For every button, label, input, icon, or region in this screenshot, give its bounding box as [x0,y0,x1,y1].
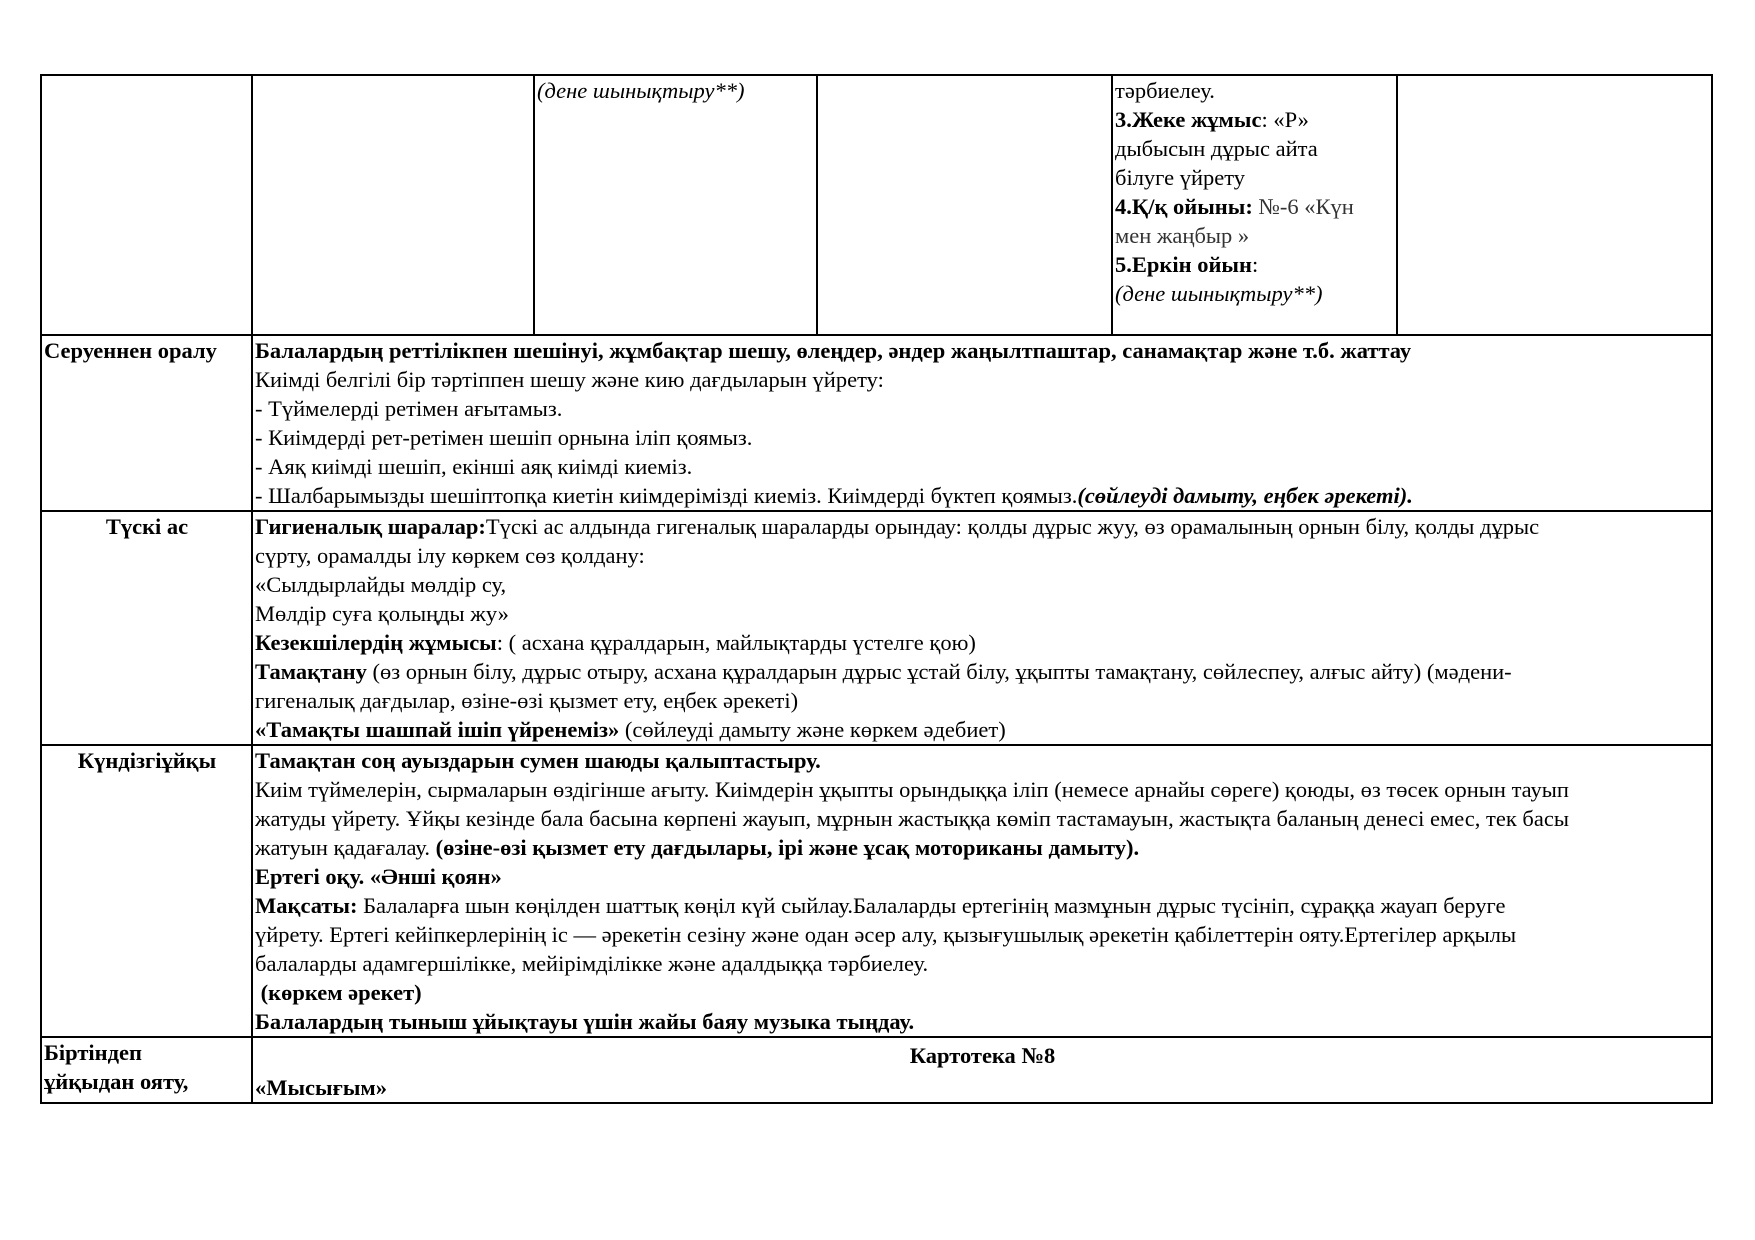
wake-card-title: Картотека №8 [909,1043,1056,1068]
nap-text-b: жатуды үйрету. Ұйқы кезінде бала басына көрпені жауып, мұрнын жастыққа көміп тастамауын, жастықта баланың денесі емес, тек басы [255,806,1569,831]
nap-aim-text-b: үйрету. Ертегі кейіпкерлерінің іс — әрекетін сезіну және одан әсер алу, қызығушылық әрекетін қабілеттерін ояту.Ертегілер арқылы [255,922,1517,947]
cell-lunch-content [252,511,1712,745]
lunch-hygiene-text-b: сүрту, орамалды ілу көркем сөз қолдану: [255,543,645,568]
cell-activity-col3 [534,75,817,335]
col5-item4-label: 4.Қ/қ ойыны: [1115,194,1253,219]
row-label-nap: Күндізгіұйқы [41,745,252,1037]
lunch-eating-label: Тамақтану [255,659,367,684]
lunch-eating2-label: «Тамақты шашпай ішіп үйренеміз» [255,717,620,742]
wake-game-title: «Мысығым» [255,1075,387,1100]
cell-empty-6 [1397,75,1712,335]
lunch-hygiene-text-a: Түскі ас алдында гигеналық шараларды орындау: қолды дұрыс жуу, өз орамалының орнын білу, қолды дұрыс [485,514,1540,539]
lunch-poem-line2: Мөлдір суға қолыңды жу» [255,601,509,626]
daily-plan-table [40,74,1713,1104]
nap-music: Балалардың тыныш ұйықтауы үшін жайы баяу музыка тыңдау. [255,1009,915,1034]
nap-aim-text-a: Балаларға шын көңілден шаттық көңіл күй сыйлау.Балаларды ертегінің мазмұнын дұрыс түсініп, сұраққа жауап беруге [357,893,1506,918]
nap-aim-text-c: балаларды адамгершілікке, мейірімділікке және адалдыққа тәрбиелеу. [255,951,929,976]
lunch-eating-text-b: гигеналық дағдылар, өзіне-өзі қызмет ету, еңбек әрекеті) [255,688,799,713]
return-walk-line3: - Киімдерді рет-ретімен шешіп орнына іліп қоямыз. [255,425,753,450]
col5-item3-text-b: дыбысын дұрыс айта [1115,136,1318,161]
col5-item3-label: 3.Жеке жұмыс [1115,107,1262,132]
nap-aim-label: Мақсаты: [255,893,358,918]
lunch-duty-label: Кезекшілердің жұмысы [255,630,497,655]
lunch-poem-line1: «Сылдырлайды мөлдір су, [255,572,507,597]
col5-item4-text-b: мен жаңбыр » [1115,223,1250,248]
cell-return-walk-content [252,335,1712,511]
table-row-activities-continued [41,75,1712,335]
return-walk-heading: Балалардың реттілікпен шешінуі, жұмбақтар шешу, өлеңдер, әндер жаңылтпаштар, санамақтар және т.б. жаттау [255,338,1412,363]
cell-activity-col5 [1112,75,1397,335]
wake-label-b: ұйқыдан ояту, [44,1069,189,1094]
table-row-lunch [41,511,1712,745]
return-walk-line2: - Түймелерді ретімен ағытамыз. [255,396,563,421]
row-label-wake-up [41,1037,252,1103]
table-row-nap [41,745,1712,1037]
cell-nap-content [252,745,1712,1037]
nap-heading: Тамақтан соң ауыздарын сумен шаюды қалыптастыру. [255,748,821,773]
row-label-return-walk: Серуеннен оралу [41,335,252,511]
col5-item5-colon: : [1251,252,1259,277]
table-row-return-walk [41,335,1712,511]
cell-empty-1 [41,75,252,335]
col5-item4-text-a: №-6 «Күн [1252,194,1354,219]
cell-empty-4 [817,75,1112,335]
cell-wake-up-content [252,1037,1712,1103]
lunch-hygiene-label: Гигиеналық шаралар: [255,514,486,539]
col5-item5-text: (дене шынықтыру**) [1115,281,1323,306]
col5-item3-text-c: білуге үйрету [1115,165,1246,190]
lunch-duty-text: : ( асхана құралдарын, майлықтарды үстелге қою) [496,630,976,655]
lunch-eating-text-a: (өз орнын білу, дұрыс отыру, асхана құралдарын дұрыс ұстай білу, ұқыпты тамақтану, сөйлеспеу, алғыс айту) (мәдени- [366,659,1512,684]
col5-line1: тәрбиелеу. [1115,78,1215,103]
nap-story-title: Ертегі оқу. «Әнші қоян» [255,864,502,889]
return-walk-line1: Киімді белгілі бір тәртіппен шешу және кию дағдыларын үйрету: [255,367,884,392]
wake-label-a: Біртіндеп [44,1040,142,1065]
table-row-wake-up [41,1037,1712,1103]
col3-note: (дене шынықтыру**) [537,78,745,103]
nap-text-c: жатуын қадағалау. [255,835,430,860]
col5-item5-label: 5.Еркін ойын [1115,252,1252,277]
return-walk-line5: - Шалбарымызды шешіптопқа киетін киімдерімізді киеміз. Киімдерді бүктеп қоямыз. [255,483,1078,508]
nap-text-a: Киім түймелерін, сырмаларын өздігінше ағыту. Киімдерін ұқыпты орындыққа іліп (немесе арнайы сөреге) қоюды, өз төсек орнын тауып [255,777,1569,802]
return-walk-line5-note: (сөйлеуді дамыту, еңбек әрекеті). [1077,483,1413,508]
nap-text-c-note: (өзіне-өзі қызмет ету дағдылары, ірі және ұсақ моториканы дамыту). [429,835,1140,860]
lunch-eating2-text: (сөйлеуді дамыту және көркем әдебиет) [619,717,1006,742]
nap-activity: (көркем әрекет) [255,980,422,1005]
cell-empty-2 [252,75,534,335]
return-walk-line4: - Аяқ киімді шешіп, екінші аяқ киімді киеміз. [255,454,693,479]
row-label-lunch: Түскі ас [41,511,252,745]
col5-item3-text-a: : «Р» [1261,107,1309,132]
